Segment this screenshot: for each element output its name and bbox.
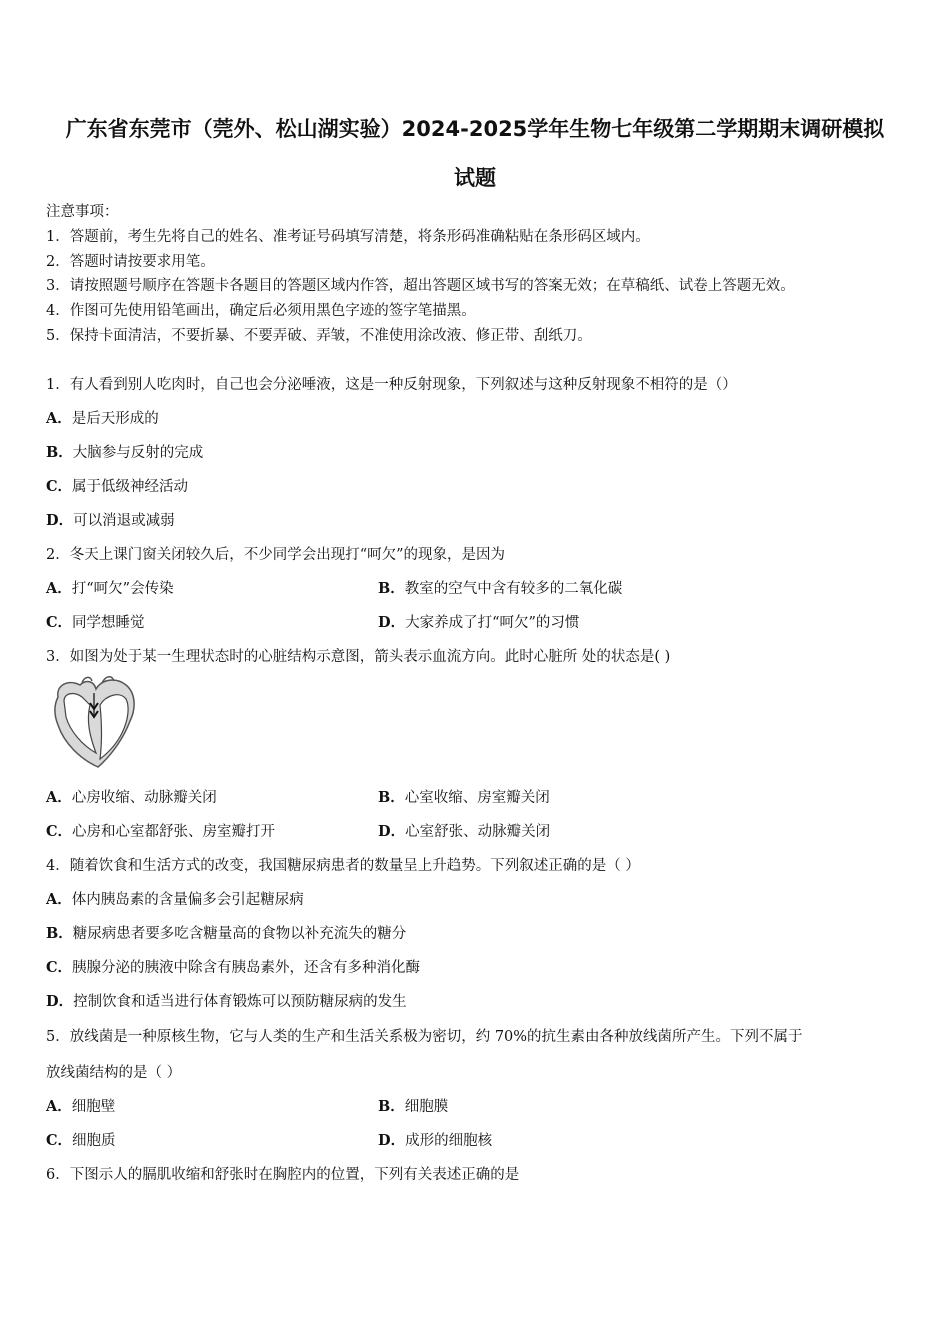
notice-item: 5．保持卡面清洁，不要折暴、不要弄破、弄皱，不准使用涂改液、修正带、刮纸刀。: [46, 328, 592, 344]
option-label: C．: [46, 959, 73, 976]
option-label: D．: [378, 614, 406, 631]
option-label: A．: [46, 580, 72, 597]
option-label: D．: [378, 1132, 406, 1149]
question-2-option-a: [46, 579, 174, 599]
question-5-option-c: [46, 1131, 116, 1151]
exam-title-line2: 试题: [454, 166, 496, 190]
question-2-stem: 2．冬天上课门窗关闭较久后，不少同学会出现打“呵欠”的现象，是因为: [46, 547, 506, 563]
option-text: 心室舒张、动脉瓣关闭: [405, 824, 551, 840]
question-5-stem-line1: 5．放线菌是一种原核生物，它与人类的生产和生活关系极为密切，约 70%的抗生素由各种放线菌所产生。下列不属于: [46, 1029, 803, 1045]
option-label: A．: [46, 410, 72, 427]
question-5-option-d: [378, 1131, 492, 1151]
question-1-option-c: [46, 477, 188, 497]
option-label: B．: [378, 1098, 405, 1115]
question-1-option-b: [46, 443, 203, 463]
option-label: C．: [46, 1132, 73, 1149]
option-label: D．: [378, 823, 406, 840]
question-4-stem: 4．随着饮食和生活方式的改变，我国糖尿病患者的数量呈上升趋势。下列叙述正确的是（ ）: [46, 858, 640, 874]
option-text: 可以消退或减弱: [73, 513, 175, 529]
option-text: 是后天形成的: [71, 411, 159, 427]
option-label: D．: [46, 993, 74, 1010]
option-label: C．: [46, 614, 73, 631]
heart-diagram: [50, 675, 142, 771]
question-3-stem: 3．如图为处于某一生理状态时的心脏结构示意图，箭头表示血流方向。此时心脏所 处的状态是( ): [46, 649, 671, 665]
question-2-option-b: [378, 579, 622, 599]
notice-item: 2．答题时请按要求用笔。: [46, 254, 215, 270]
exam-title-line1: 广东省东莞市（莞外、松山湖实验）2024-2025学年生物七年级第二学期期末调研模拟: [65, 117, 885, 141]
notice-item: 4．作图可先使用铅笔画出，确定后必须用黑色字迹的签字笔描黑。: [46, 303, 476, 319]
question-1-stem: 1．有人看到别人吃肉时，自己也会分泌唾液，这是一种反射现象，下列叙述与这种反射现象不相符的是（）: [46, 377, 737, 393]
option-label: A．: [46, 789, 72, 806]
option-text: 糖尿病患者要多吃含糖量高的食物以补充流失的糖分: [72, 926, 407, 942]
question-4-option-b: [46, 924, 406, 944]
question-4-option-c: [46, 958, 420, 978]
option-text: 属于低级神经活动: [72, 479, 189, 495]
option-label: B．: [378, 580, 405, 597]
option-label: A．: [46, 891, 72, 908]
question-6-stem: 6．下图示人的膈肌收缩和舒张时在胸腔内的位置，下列有关表述正确的是: [46, 1167, 520, 1183]
option-label: B．: [46, 925, 73, 942]
option-label: A．: [46, 1098, 72, 1115]
question-5-stem-line2: 放线菌结构的是（ ）: [46, 1065, 182, 1081]
option-label: C．: [46, 823, 73, 840]
option-label: C．: [46, 478, 73, 495]
option-text: 细胞壁: [71, 1099, 116, 1115]
option-text: 胰腺分泌的胰液中除含有胰岛素外，还含有多种消化酶: [72, 960, 421, 976]
option-label: B．: [46, 444, 73, 461]
option-text: 教室的空气中含有较多的二氧化碳: [404, 581, 623, 597]
question-3-option-b: [378, 788, 550, 808]
question-2-option-d: [378, 613, 579, 633]
option-text: 体内胰岛素的含量偏多会引起糖尿病: [71, 892, 304, 908]
question-5-option-b: [378, 1097, 448, 1117]
notice-heading: 注意事项：: [46, 204, 119, 220]
question-3-option-c: [46, 822, 275, 842]
question-1-option-a: [46, 409, 159, 429]
option-text: 同学想睡觉: [72, 615, 145, 631]
option-text: 成形的细胞核: [405, 1133, 493, 1149]
question-3-option-a: [46, 788, 217, 808]
option-text: 心房和心室都舒张、房室瓣打开: [72, 824, 276, 840]
question-1-option-d: [46, 511, 175, 531]
option-label: B．: [378, 789, 405, 806]
option-text: 大家养成了打“呵欠”的习惯: [405, 615, 580, 631]
option-text: 细胞膜: [404, 1099, 449, 1115]
question-4-option-d: [46, 992, 407, 1012]
option-text: 打“呵欠”会传染: [71, 581, 174, 597]
option-text: 细胞质: [72, 1133, 116, 1149]
question-4-option-a: [46, 890, 304, 910]
question-5-option-a: [46, 1097, 115, 1117]
question-3-option-d: [378, 822, 550, 842]
option-text: 心房收缩、动脉瓣关闭: [71, 790, 217, 806]
question-2-option-c: [46, 613, 145, 633]
notice-item: 1．答题前，考生先将自己的姓名、准考证号码填写清楚，将条形码准确粘贴在条形码区域内。: [46, 229, 650, 245]
option-text: 控制饮食和适当进行体育锻炼可以预防糖尿病的发生: [73, 994, 407, 1010]
option-label: D．: [46, 512, 74, 529]
option-text: 大脑参与反射的完成: [72, 445, 204, 461]
notice-item: 3．请按照题号顺序在答题卡各题目的答题区域内作答，超出答题区域书写的答案无效；在草稿纸、试卷上答题无效。: [46, 278, 795, 294]
option-text: 心室收缩、房室瓣关闭: [404, 790, 550, 806]
